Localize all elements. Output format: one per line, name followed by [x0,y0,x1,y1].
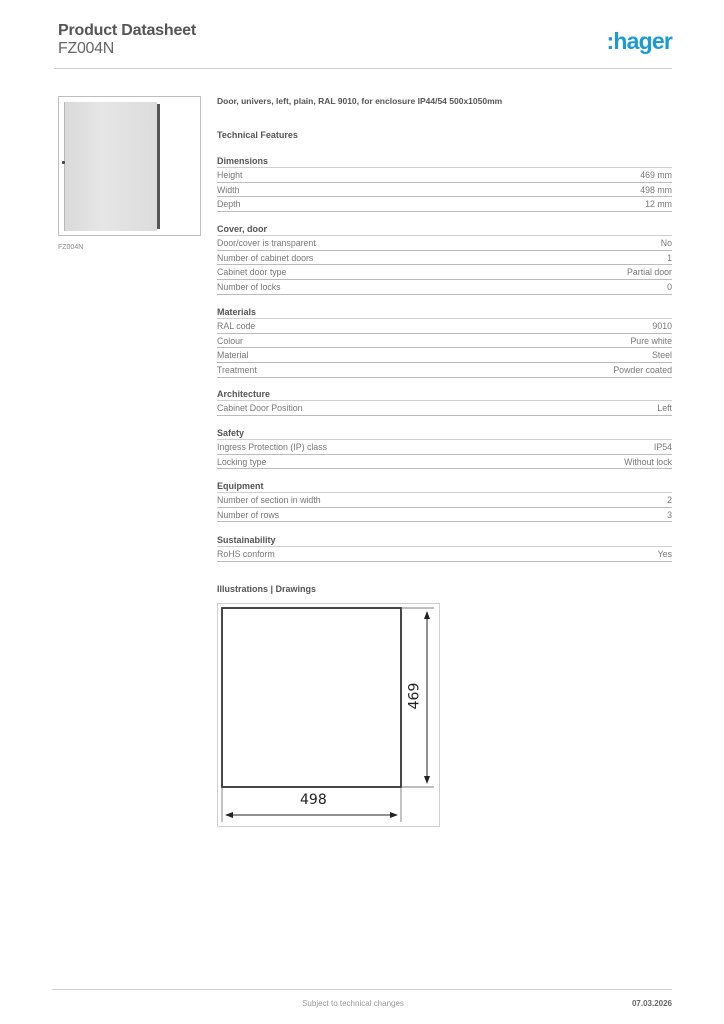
footer-note: Subject to technical changes [302,999,404,1008]
row-value: Without lock [624,456,672,467]
illustrations-title: Illustrations | Drawings [217,584,317,594]
footer-divider [52,989,672,990]
group-title: Equipment [217,479,672,493]
row-label: Height [217,170,243,180]
group-title: Dimensions [217,154,672,168]
group-equipment [217,479,672,522]
door-panel-image [64,102,157,231]
table-row [217,251,672,266]
row-value: Powder coated [613,365,672,376]
door-outline-drawing [218,604,441,828]
table-row [217,440,672,455]
product-image-caption: FZ004N [58,244,84,251]
table-row [217,334,672,349]
row-label: Number of cabinet doors [217,252,314,263]
group-cover-door [217,222,672,295]
row-label: Number of section in width [217,495,321,505]
row-label: RoHS conform [217,549,275,559]
row-value: Steel [651,350,672,361]
footer-date: 07.03.2026 [631,999,672,1008]
table-row [217,236,672,251]
table-row [217,455,672,470]
table-row [217,493,672,508]
row-label: Material [217,350,249,361]
table-row [217,183,672,198]
table-row [217,547,672,562]
row-label: Number of rows [217,509,280,520]
group-materials [217,305,672,378]
row-label: Number of locks [217,282,281,293]
door-hinge-icon [62,161,65,164]
group-title: Cover, door [217,222,672,236]
row-label: Ingress Protection (IP) class [217,442,327,452]
group-title: Architecture [217,387,672,401]
row-value: Pure white [630,335,672,346]
group-title: Safety [217,426,672,440]
hager-logo: :hager [606,28,672,54]
door-edge-image [157,104,160,229]
row-label: Locking type [217,456,267,467]
row-label: Width [217,184,240,195]
row-value: 3 [667,509,672,520]
product-description: Door, univers, left, plain, RAL 9010, for enclosure IP44/54 500x1050mm [217,96,503,106]
group-architecture [217,387,672,416]
table-row [217,168,672,183]
table-row [217,348,672,363]
technical-features-title: Technical Features [217,130,298,140]
group-title: Materials [217,305,672,319]
row-value: 498 mm [640,184,672,195]
row-value: Yes [657,549,672,559]
table-row [217,401,672,416]
page-header [58,22,672,70]
row-label: Cabinet Door Position [217,403,303,413]
row-label: Door/cover is transparent [217,238,316,248]
row-value: 12 mm [645,199,672,210]
height-dimension-label: 469 [406,682,423,710]
row-label: Treatment [217,365,257,376]
table-row [217,265,672,280]
row-value: Left [657,403,672,413]
table-row [217,280,672,295]
row-value: 469 mm [640,170,672,180]
product-image [58,96,201,236]
dimension-drawing [217,603,440,827]
group-safety [217,426,672,469]
table-row [217,508,672,523]
row-label: Colour [217,335,243,346]
group-title: Sustainability [217,533,672,547]
group-dimensions [217,154,672,212]
row-label: Depth [217,199,241,210]
table-row [217,197,672,212]
table-row [217,363,672,378]
row-value: 0 [667,282,672,293]
header-divider [54,68,672,69]
row-label: Cabinet door type [217,267,287,278]
row-value: 2 [667,495,672,505]
table-row [217,319,672,334]
row-value: IP54 [653,442,672,452]
row-value: 1 [667,252,672,263]
document-title: Product Datasheet [58,22,196,39]
row-value: Partial door [627,267,672,278]
row-value: 9010 [652,321,672,331]
width-dimension-label: 498 [300,792,327,808]
row-label: RAL code [217,321,256,331]
product-code: FZ004N [58,40,114,57]
group-sustainability [217,533,672,562]
row-value: No [660,238,672,248]
